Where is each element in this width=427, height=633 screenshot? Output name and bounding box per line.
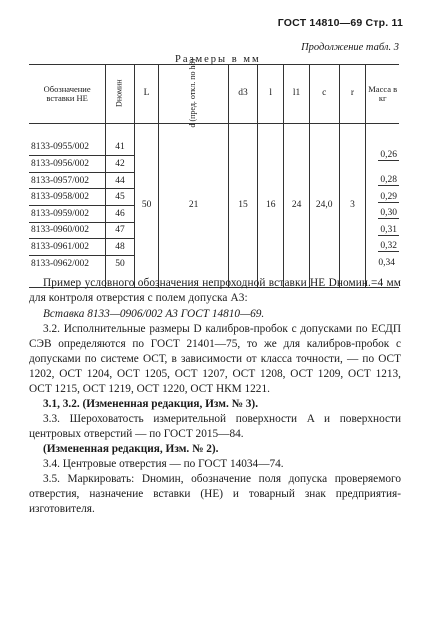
col-d3: d3: [229, 65, 258, 124]
table-row: 8133-0956/002 42: [29, 156, 399, 173]
table-row: 8133-0955/002 41 50 21 15 16 24 24,0 3 0,26: [29, 140, 399, 156]
table-continuation-label: Продолжение табл. 3: [301, 42, 399, 53]
col-designation: Обозначение вставки НЕ: [29, 65, 106, 124]
table-row: 8133-0960/002 47 0,31: [29, 222, 399, 239]
paragraph-3-4: 3.4. Центровые отверстия — по ГОСТ 14034—74.: [43, 458, 284, 470]
page-header: ГОСТ 14810—69 Стр. 11: [277, 17, 403, 29]
example-formula: Вставка 8133—0906/002 A3 ГОСТ 14810—69.: [43, 308, 265, 320]
paragraph-3-2: 3.2. Исполнительные размеры D калибров-пробок с допусками по ЕСДП СЭВ определяются по ГОСТ 21401—75, то же для калибров-пробок с допусками по системе ОСТ, в зависимости от класса точности, — по ОСТ 1202, ОСТ 1204, ОСТ 1205, ОСТ 1207, ОСТ 1208, ОСТ 1209, ОСТ 1213, ОСТ 1215, ОСТ 1219, ОСТ 1220, ОСТ НКМ 1221.: [29, 323, 401, 395]
col-r: r: [339, 65, 366, 124]
example-paragraph: Пример условного обозначения непроходной вставки НЕ Dномин.=4 мм для контроля отверстия с полем допуска A3:: [29, 277, 401, 304]
table-row: 8133-0962/002 50 0,34: [29, 255, 399, 271]
table-row: 8133-0957/002 44 0,28: [29, 172, 399, 189]
col-mass: Масса в кг: [366, 65, 399, 124]
col-l: l: [258, 65, 284, 124]
paragraph-3-3: 3.3. Шероховатость измерительной поверхности A и поверхности центровых отверстий — по ГОСТ 2015—84.: [29, 413, 401, 440]
table-row: 8133-0958/002 45 0,29: [29, 189, 399, 206]
col-l1: l1: [284, 65, 309, 124]
sizes-caption: Размеры в мм: [175, 54, 261, 65]
col-d: d (пред. откл. по h8): [159, 65, 229, 124]
body-text: [29, 276, 401, 517]
col-c: c: [309, 65, 339, 124]
edit-note-3-3: (Измененная редакция, Изм. № 2).: [43, 443, 219, 455]
table-row: 8133-0959/002 46 0,30: [29, 205, 399, 222]
col-L: L: [134, 65, 159, 124]
edit-note-3-1-3-2: 3.1, 3.2. (Измененная редакция, Изм. № 3).: [43, 398, 259, 410]
col-dnom: Dномин: [106, 65, 135, 124]
paragraph-3-5: 3.5. Маркировать: Dномин, обозначение поля допуска проверяемого отверстия, назначение вставки (НЕ) и товарный знак предприятия-изготовителя.: [29, 473, 401, 515]
table-row: 8133-0961/002 48 0,32: [29, 239, 399, 256]
